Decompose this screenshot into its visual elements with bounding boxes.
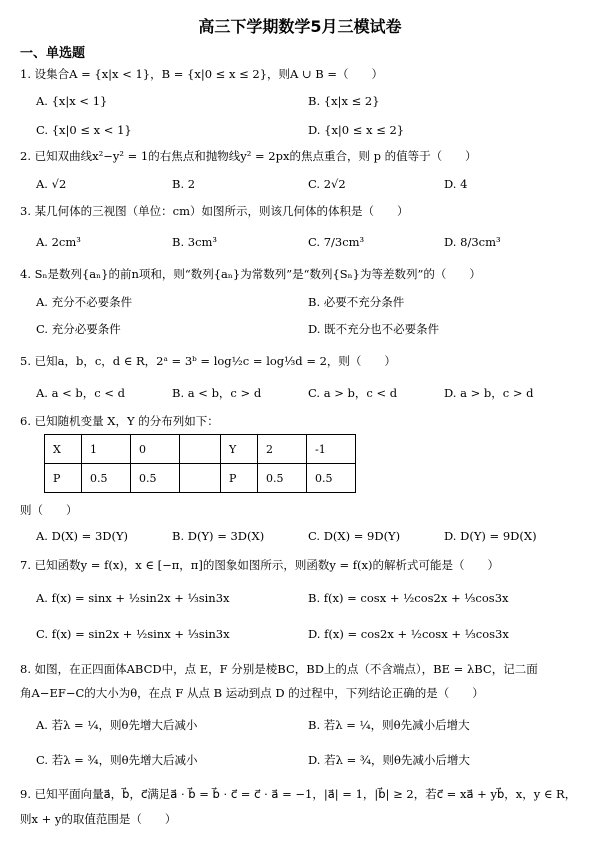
question-4-stem: 4. Sₙ是数列{aₙ}的前n项和，则“数列{aₙ}为常数列”是“数列{Sₙ}为等差数列”的（ ） — [20, 267, 481, 281]
q3-option-a: A. 2cm³ — [36, 235, 81, 249]
question-6-then: 则（ ） — [20, 503, 78, 517]
q5-option-b: B. a < b，c > d — [172, 386, 262, 400]
table-cell: 0 — [131, 435, 180, 464]
question-7-stem: 7. 已知函数y = f(x)，x ∈ [−π，π]的图象如图所示，则函数y = f(x)的解析式可能是（ ） — [20, 558, 499, 572]
table-cell: 0.5 — [131, 464, 180, 493]
q2-option-b: B. 2 — [172, 177, 196, 191]
q1-option-a: A. {x|x < 1} — [36, 94, 108, 108]
page-title: 高三下学期数学5月三模试卷 — [198, 17, 402, 36]
q5-option-d: D. a > b，c > d — [444, 386, 534, 400]
table-cell: P — [45, 464, 82, 493]
q4-option-c: C. 充分必要条件 — [36, 322, 121, 336]
q3-option-c: C. 7/3cm³ — [308, 235, 365, 249]
q6-option-a: A. D(X) = 3D(Y) — [36, 529, 129, 543]
table-cell: Y — [221, 435, 258, 464]
q7-option-c: C. f(x) = sin2x + ½sinx + ⅓sin3x — [36, 627, 230, 641]
q7-option-b: B. f(x) = cosx + ½cos2x + ⅓cos3x — [308, 591, 509, 605]
table-cell: 0.5 — [82, 464, 131, 493]
q6-option-c: C. D(X) = 9D(Y) — [308, 529, 401, 543]
q4-option-d: D. 既不充分也不必要条件 — [308, 322, 440, 336]
q4-option-a: A. 充分不必要条件 — [36, 295, 133, 309]
table-cell: 0.5 — [307, 464, 356, 493]
distribution-table — [44, 434, 356, 493]
q5-option-c: C. a > b，c < d — [308, 386, 398, 400]
question-6-stem: 6. 已知随机变量 X，Y 的分布列如下： — [20, 414, 219, 428]
q6-option-b: B. D(Y) = 3D(X) — [172, 529, 265, 543]
table-cell: 0.5 — [258, 464, 307, 493]
table-spacer — [180, 464, 221, 493]
q3-option-b: B. 3cm³ — [172, 235, 218, 249]
question-2-stem: 2. 已知双曲线x²−y² = 1的右焦点和抛物线y² = 2px的焦点重合，则 p 的值等于（ ） — [20, 149, 477, 163]
q1-option-d: D. {x|0 ≤ x ≤ 2} — [308, 123, 405, 137]
table-cell: 2 — [258, 435, 307, 464]
table-row — [45, 464, 356, 493]
table-spacer — [180, 435, 221, 464]
q2-option-d: D. 4 — [444, 177, 468, 191]
table-row — [45, 435, 356, 464]
table-cell: -1 — [307, 435, 356, 464]
q2-option-a: A. √2 — [36, 177, 67, 191]
table-cell: X — [45, 435, 82, 464]
q4-option-b: B. 必要不充分条件 — [308, 295, 405, 309]
question-8-stem-line2: 角A−EF−C的大小为θ，在点 F 从点 B 运动到点 D 的过程中，下列结论正确的是（ ） — [20, 686, 484, 700]
q1-option-c: C. {x|0 ≤ x < 1} — [36, 123, 132, 137]
q7-option-a: A. f(x) = sinx + ½sin2x + ⅓sin3x — [36, 591, 230, 605]
table-cell: 1 — [82, 435, 131, 464]
question-5-stem: 5. 已知a，b，c，d ∈ R，2ᵃ = 3ᵇ = log½c = log⅓d = 2，则（ ） — [20, 354, 396, 368]
q1-option-b: B. {x|x ≤ 2} — [308, 94, 380, 108]
question-9-stem-line1: 9. 已知平面向量a⃗，b⃗，c⃗满足a⃗ · b⃗ = b⃗ · c⃗ = c⃗ · a⃗ = −1，|a⃗| = 1，|b⃗| ≥ 2，若c⃗ = xa⃗ + yb⃗，x，y ∈ R， — [20, 787, 577, 801]
question-8-stem-line1: 8. 如图，在正四面体ABCD中，点 E，F 分别是棱BC，BD上的点（不含端点），BE = λBC，记二面 — [20, 662, 538, 676]
question-9-stem-line2: 则x + y的取值范围是（ ） — [20, 812, 177, 826]
q8-option-c: C. 若λ = ¾，则θ先增大后减小 — [36, 753, 198, 767]
question-1-stem: 1. 设集合A = {x|x < 1}，B = {x|0 ≤ x ≤ 2}，则A ∪ B =（ ） — [20, 67, 384, 81]
table-cell: P — [221, 464, 258, 493]
section-heading: 一、单选题 — [20, 46, 86, 61]
q6-option-d: D. D(Y) = 9D(X) — [444, 529, 537, 543]
question-3-stem: 3. 某几何体的三视图（单位：cm）如图所示，则该几何体的体积是（ ） — [20, 204, 409, 218]
q8-option-a: A. 若λ = ¼，则θ先增大后减小 — [36, 718, 198, 732]
q7-option-d: D. f(x) = cos2x + ½cosx + ⅓cos3x — [308, 627, 509, 641]
q8-option-d: D. 若λ = ¾，则θ先减小后增大 — [308, 753, 470, 767]
q8-option-b: B. 若λ = ¼，则θ先减小后增大 — [308, 718, 470, 732]
q5-option-a: A. a < b，c < d — [36, 386, 126, 400]
q2-option-c: C. 2√2 — [308, 177, 346, 191]
q3-option-d: D. 8/3cm³ — [444, 235, 501, 249]
